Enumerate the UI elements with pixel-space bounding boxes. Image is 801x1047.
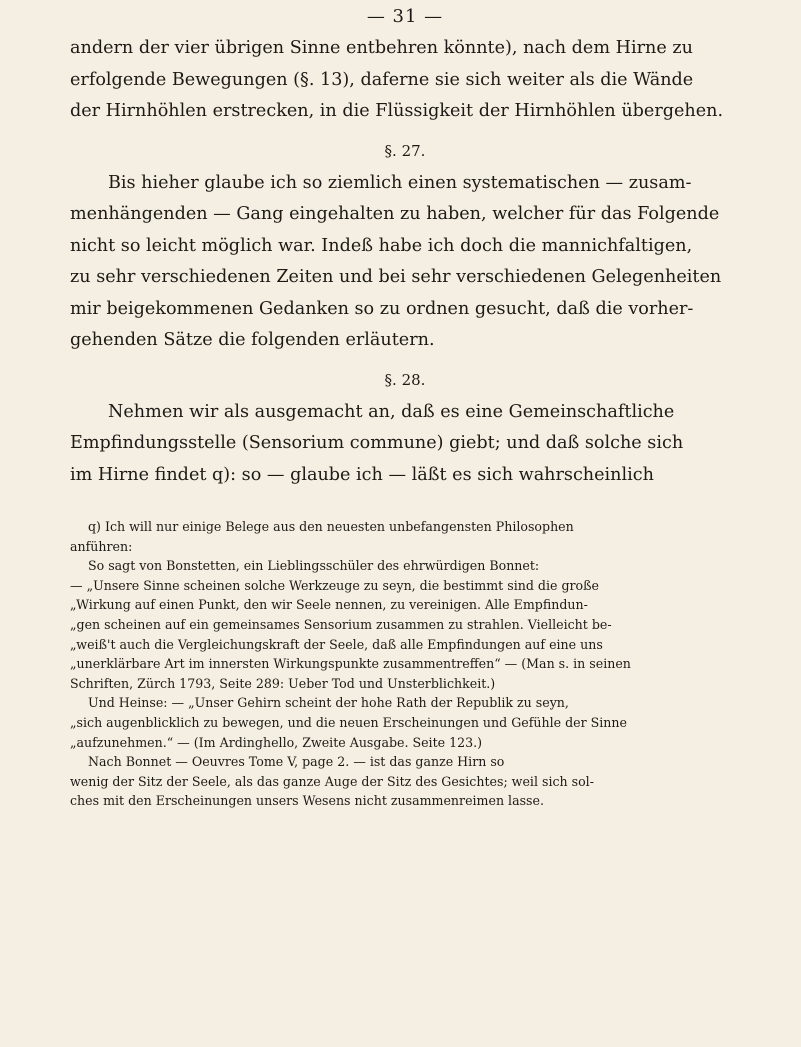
text-line: Bis hieher glaube ich so ziemlich einen systematischen — zusam- bbox=[108, 172, 692, 193]
footnote-line: Und Heinse: — „Unser Gehirn scheint der hohe Rath der Republik zu seyn, bbox=[88, 695, 569, 711]
section-heading-27: §. 27. bbox=[384, 141, 426, 160]
text-line: andern der vier übrigen Sinne entbehren könnte), nach dem Hirne zu bbox=[70, 38, 693, 58]
footnote-line: „weiß't auch die Vergleichungskraft der Seele, daß alle Empfindungen auf eine uns bbox=[70, 636, 603, 652]
footnote-line: ches mit den Erscheinungen unsers Wesens nicht zusammenreimen lasse. bbox=[70, 793, 544, 809]
book-page bbox=[70, 6, 740, 811]
footnote-line: „unerklärbare Art im innersten Wirkungspunkte zusammentreffen“ — (Man s. in seinen bbox=[70, 656, 631, 672]
footnote-line: anführen: bbox=[70, 538, 133, 554]
footnote-line: „aufzunehmen.“ — (Im Ardinghello, Zweite Ausgabe. Seite 123.) bbox=[70, 734, 483, 750]
footnote-line: wenig der Sitz der Seele, als das ganze Auge der Sitz des Gesichtes; weil sich sol- bbox=[70, 773, 594, 789]
text-line: der Hirnhöhlen erstrecken, in die Flüssigkeit der Hirnhöhlen übergehen. bbox=[70, 101, 724, 121]
footnote-line: q) Ich will nur einige Belege aus den neuesten unbefangensten Philosophen bbox=[88, 519, 574, 534]
paragraph-intro bbox=[70, 33, 740, 128]
text-line: Nehmen wir als ausgemacht an, daß es eine Gemeinschaftliche bbox=[108, 401, 675, 422]
text-line: erfolgende Bewegungen (§. 13), daferne sie sich weiter als die Wände bbox=[70, 69, 694, 90]
footnote-line: „gen scheinen auf ein gemeinsames Sensorium zusammen zu strahlen. Vielleicht be- bbox=[70, 616, 612, 632]
footnote-line: „Wirkung auf einen Punkt, den wir Seele nennen, zu vereinigen. Alle Empfindun- bbox=[70, 597, 588, 613]
text-line: gehenden Sätze die folgenden erläutern. bbox=[70, 330, 435, 350]
footnote-line: — „Unsere Sinne scheinen solche Werkzeuge zu seyn, die bestimmt sind die große bbox=[70, 577, 599, 593]
paragraph-28 bbox=[70, 397, 740, 492]
paragraph-27 bbox=[70, 168, 740, 357]
text-line: mir beigekommenen Gedanken so zu ordnen gesucht, daß die vorher- bbox=[70, 298, 694, 319]
text-line: Empfindungsstelle (Sensorium commune) giebt; und daß solche sich bbox=[70, 433, 684, 453]
footnote-line: Schriften, Zürch 1793, Seite 289: Ueber Tod und Unsterblichkeit.) bbox=[70, 675, 496, 691]
text-line: zu sehr verschiedenen Zeiten und bei sehr verschiedenen Gelegenheiten bbox=[70, 267, 722, 287]
footnote-line: „sich augenblicklich zu bewegen, und die neuen Erscheinungen und Gefühle der Sinne bbox=[70, 714, 627, 730]
text-line: menhängenden — Gang eingehalten zu haben, welcher für das Folgende bbox=[70, 204, 720, 224]
page-number: — 31 — bbox=[366, 6, 444, 27]
footnote-block bbox=[70, 517, 740, 811]
footnote-line: So sagt von Bonstetten, ein Lieblingsschüler des ehrwürdigen Bonnet: bbox=[88, 558, 540, 574]
section-heading-28: §. 28. bbox=[384, 370, 426, 389]
text-line: nicht so leicht möglich war. Indeß habe ich doch die mannichfaltigen, bbox=[70, 235, 693, 256]
text-line: im Hirne findet q): so — glaube ich — läßt es sich wahrscheinlich bbox=[70, 464, 654, 485]
footnote-line: Nach Bonnet — Oeuvres Tome V, page 2. — ist das ganze Hirn so bbox=[88, 754, 505, 770]
